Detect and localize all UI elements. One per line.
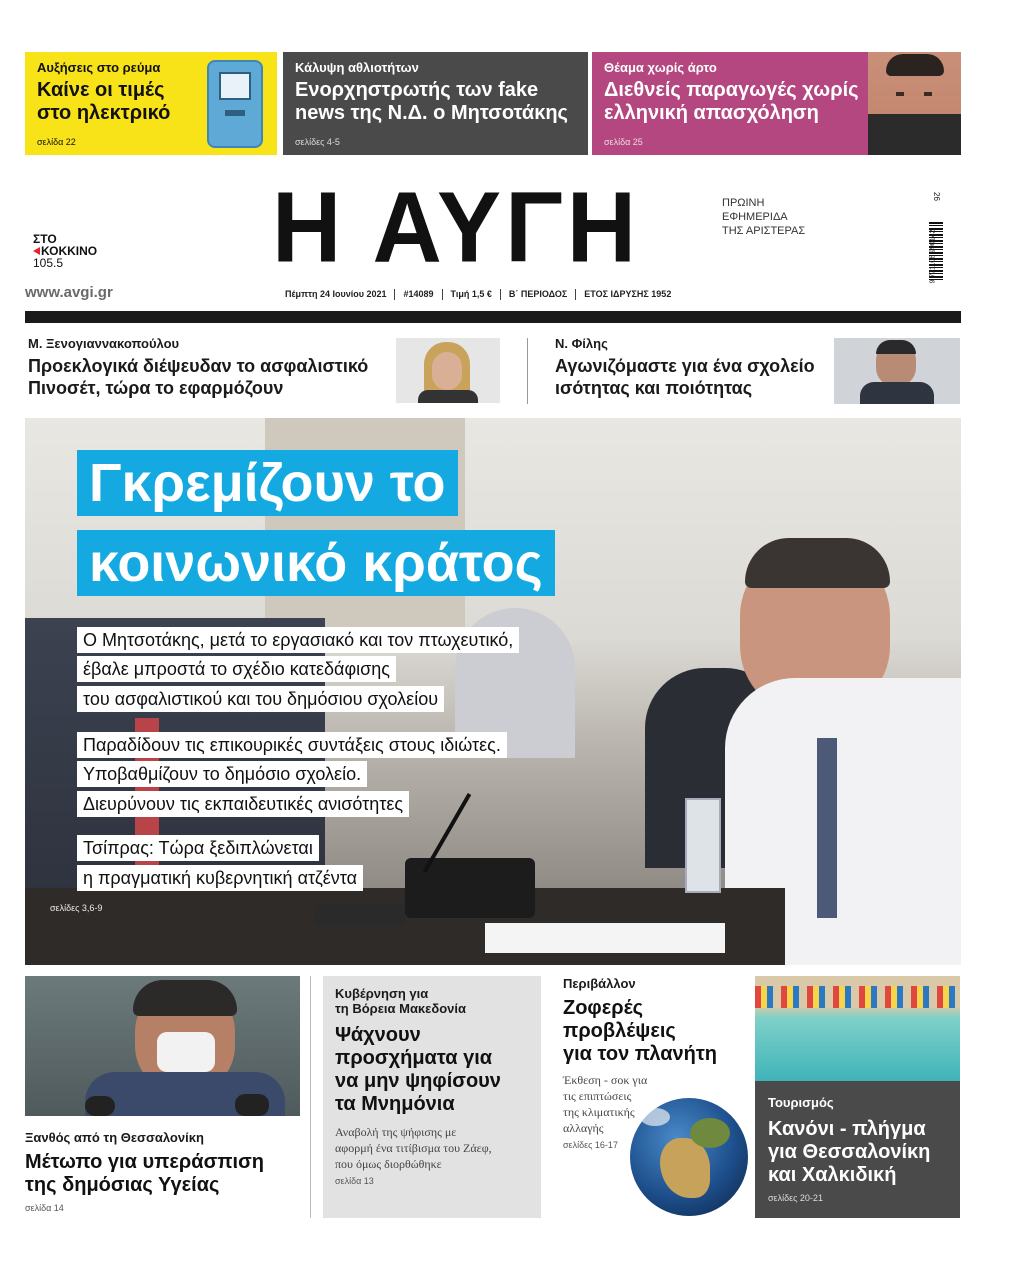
teaser-pages: σελίδες 4-5	[295, 137, 340, 147]
author-portrait-image	[396, 338, 500, 403]
story-macedonia[interactable]	[323, 976, 541, 1218]
lead-subline: Τσίπρας: Τώρα ξεδιπλώνεται	[77, 835, 319, 861]
dateline	[285, 289, 671, 300]
teaser-productions[interactable]	[592, 52, 961, 155]
opinion-title-line: Πινοσέτ, τώρα το εφαρμόζουν	[28, 378, 284, 398]
barcode	[927, 192, 951, 288]
newspaper-tagline: ΠΡΩΙΝΗ ΕΦΗΜΕΡΙΔΑ ΤΗΣ ΑΡΙΣΤΕΡΑΣ	[722, 197, 806, 237]
story-text-line: αφορμή ένα τιτίβισμα του Ζάεφ,	[335, 1141, 492, 1155]
teaser-title-line: στο ηλεκτρικό	[37, 102, 171, 124]
teaser-title-line: news της Ν.Δ. ο Μητσοτάκης	[295, 102, 568, 124]
radio-logo[interactable]	[33, 233, 123, 269]
electricity-meter-image	[207, 60, 263, 148]
opinion-title-line: Προεκλογικά διέψευδαν το ασφαλιστικό	[28, 356, 369, 376]
story-pages: σελίδα 14	[25, 1203, 64, 1213]
story-title-line: για Θεσσαλονίκη	[768, 1141, 931, 1163]
story-pages: σελίδες 20-21	[768, 1193, 823, 1203]
story-kicker: Κυβέρνηση για	[335, 986, 429, 1001]
opinion-author: Μ. Ξενογιαννακοπούλου	[28, 336, 180, 351]
lead-pages: σελίδες 3,6-9	[50, 903, 103, 913]
story-title-line: τα Μνημόνια	[335, 1093, 455, 1115]
teaser-pages: σελίδα 22	[37, 137, 76, 147]
author-portrait-image	[834, 338, 960, 404]
lead-subline: έβαλε μπροστά το σχέδιο κατεδάφισης	[77, 656, 396, 682]
opinion-filis[interactable]	[555, 336, 845, 399]
founded-year: ΕΤΟΣ ΙΔΡΥΣΗΣ 1952	[584, 289, 672, 299]
story-text-line: τις επιπτώσεις	[563, 1089, 632, 1103]
issue-price: Τιμή 1,5 €	[450, 289, 492, 299]
column-divider	[310, 976, 311, 1218]
story-kicker: Ξανθός από τη Θεσσαλονίκη	[25, 1130, 204, 1145]
column-divider	[527, 338, 528, 404]
teaser-pages: σελίδα 25	[604, 137, 643, 147]
masthead-rule	[25, 311, 961, 323]
radio-frequency: 105.5	[33, 256, 64, 270]
globe-image	[630, 1098, 748, 1216]
lead-headline-line: κοινωνικό κράτος	[77, 530, 555, 596]
story-title-line: Ψάχνουν	[335, 1024, 421, 1046]
lead-story[interactable]	[25, 418, 961, 965]
story-title-line: προσχήματα για	[335, 1047, 493, 1069]
lead-subline: Ο Μητσοτάκης, μετά το εργασιακό και τον πτωχευτικό,	[77, 627, 519, 653]
story-pages: σελίδα 13	[335, 1176, 374, 1186]
teaser-title-line: Καίνε οι τιμές	[37, 79, 165, 101]
story-title-line: και Χαλκιδική	[768, 1164, 897, 1186]
teaser-title-line: ελληνική απασχόληση	[604, 102, 819, 124]
issue-date: Πέμπτη 24 Ιουνίου 2021	[285, 289, 387, 299]
newspaper-title: Η ΑΥΓΗ	[272, 171, 641, 284]
barcode-issue: 26	[932, 192, 941, 201]
story-title-line: της δημόσιας Υγείας	[25, 1174, 220, 1196]
teaser-title-line: Ενορχηστρωτής των fake	[295, 79, 539, 101]
story-text-line: Αναβολή της ψήφισης με	[335, 1125, 457, 1139]
story-health-photo	[25, 976, 300, 1116]
lead-headline-line: Γκρεμίζουν το	[77, 450, 458, 516]
story-kicker: τη Βόρεια Μακεδονία	[335, 1001, 467, 1016]
story-title-line: προβλέψεις	[563, 1020, 676, 1042]
actor-portrait-image	[868, 52, 961, 155]
opinion-author: Ν. Φίλης	[555, 336, 608, 351]
teaser-athletes[interactable]	[283, 52, 588, 155]
story-title-line: Κανόνι - πλήγμα	[768, 1118, 926, 1140]
story-title-line: για τον πλανήτη	[563, 1043, 718, 1065]
radio-logo-line: ΣΤΟ	[33, 232, 57, 246]
website-link[interactable]: www.avgi.gr	[25, 284, 113, 301]
story-title-line: να μην ψηφίσουν	[335, 1070, 501, 1092]
issue-period: Β΄ ΠΕΡΙΟΔΟΣ	[508, 289, 568, 299]
opinion-title-line: ισότητας και ποιότητας	[555, 378, 753, 398]
story-pages: σελίδες 16-17	[563, 1140, 618, 1150]
lead-subline: Παραδίδουν τις επικουρικές συντάξεις στους ιδιώτες.	[77, 732, 507, 758]
issue-number: #14089	[403, 289, 434, 299]
story-tourism[interactable]	[755, 1081, 960, 1218]
radio-logo-line: ΚΟΚΚΙΝΟ	[33, 245, 123, 257]
teaser-kicker: Αυξήσεις στο ρεύμα	[37, 60, 161, 75]
lead-subline: του ασφαλιστικού και του δημόσιου σχολείου	[77, 686, 444, 712]
barcode-number: 9 771108 990142	[929, 229, 937, 284]
play-triangle-icon	[33, 247, 40, 255]
opinion-xenogiannakopoulou[interactable]	[28, 336, 398, 399]
story-text-line: που όμως διορθώθηκε	[335, 1157, 442, 1171]
story-health[interactable]	[25, 1130, 305, 1213]
teaser-kicker: Θέαμα χωρίς άρτο	[604, 60, 717, 75]
lead-subline: η πραγματική κυβερνητική ατζέντα	[77, 865, 363, 891]
lead-subline: Διευρύνουν τις εκπαιδευτικές ανισότητες	[77, 791, 409, 817]
teaser-title-line: Διεθνείς παραγωγές χωρίς	[604, 79, 859, 101]
teaser-kicker: Κάλυψη αθλιοτήτων	[295, 60, 419, 75]
opinion-title-line: Αγωνιζόμαστε για ένα σχολείο	[555, 356, 815, 376]
lead-subline: Υποβαθμίζουν το δημόσιο σχολείο.	[77, 761, 367, 787]
story-tourism-photo	[755, 976, 960, 1081]
story-text-line: Έκθεση - σοκ για	[563, 1073, 648, 1087]
story-text-line: αλλαγής	[563, 1121, 604, 1135]
story-text-line: της κλιματικής	[563, 1105, 635, 1119]
story-kicker: Περιβάλλον	[563, 976, 636, 991]
story-title-line: Ζοφερές	[563, 997, 644, 1019]
story-kicker: Τουρισμός	[768, 1095, 834, 1110]
story-title-line: Μέτωπο για υπεράσπιση	[25, 1151, 265, 1173]
story-planet[interactable]	[555, 976, 750, 1218]
teaser-electricity[interactable]	[25, 52, 277, 155]
